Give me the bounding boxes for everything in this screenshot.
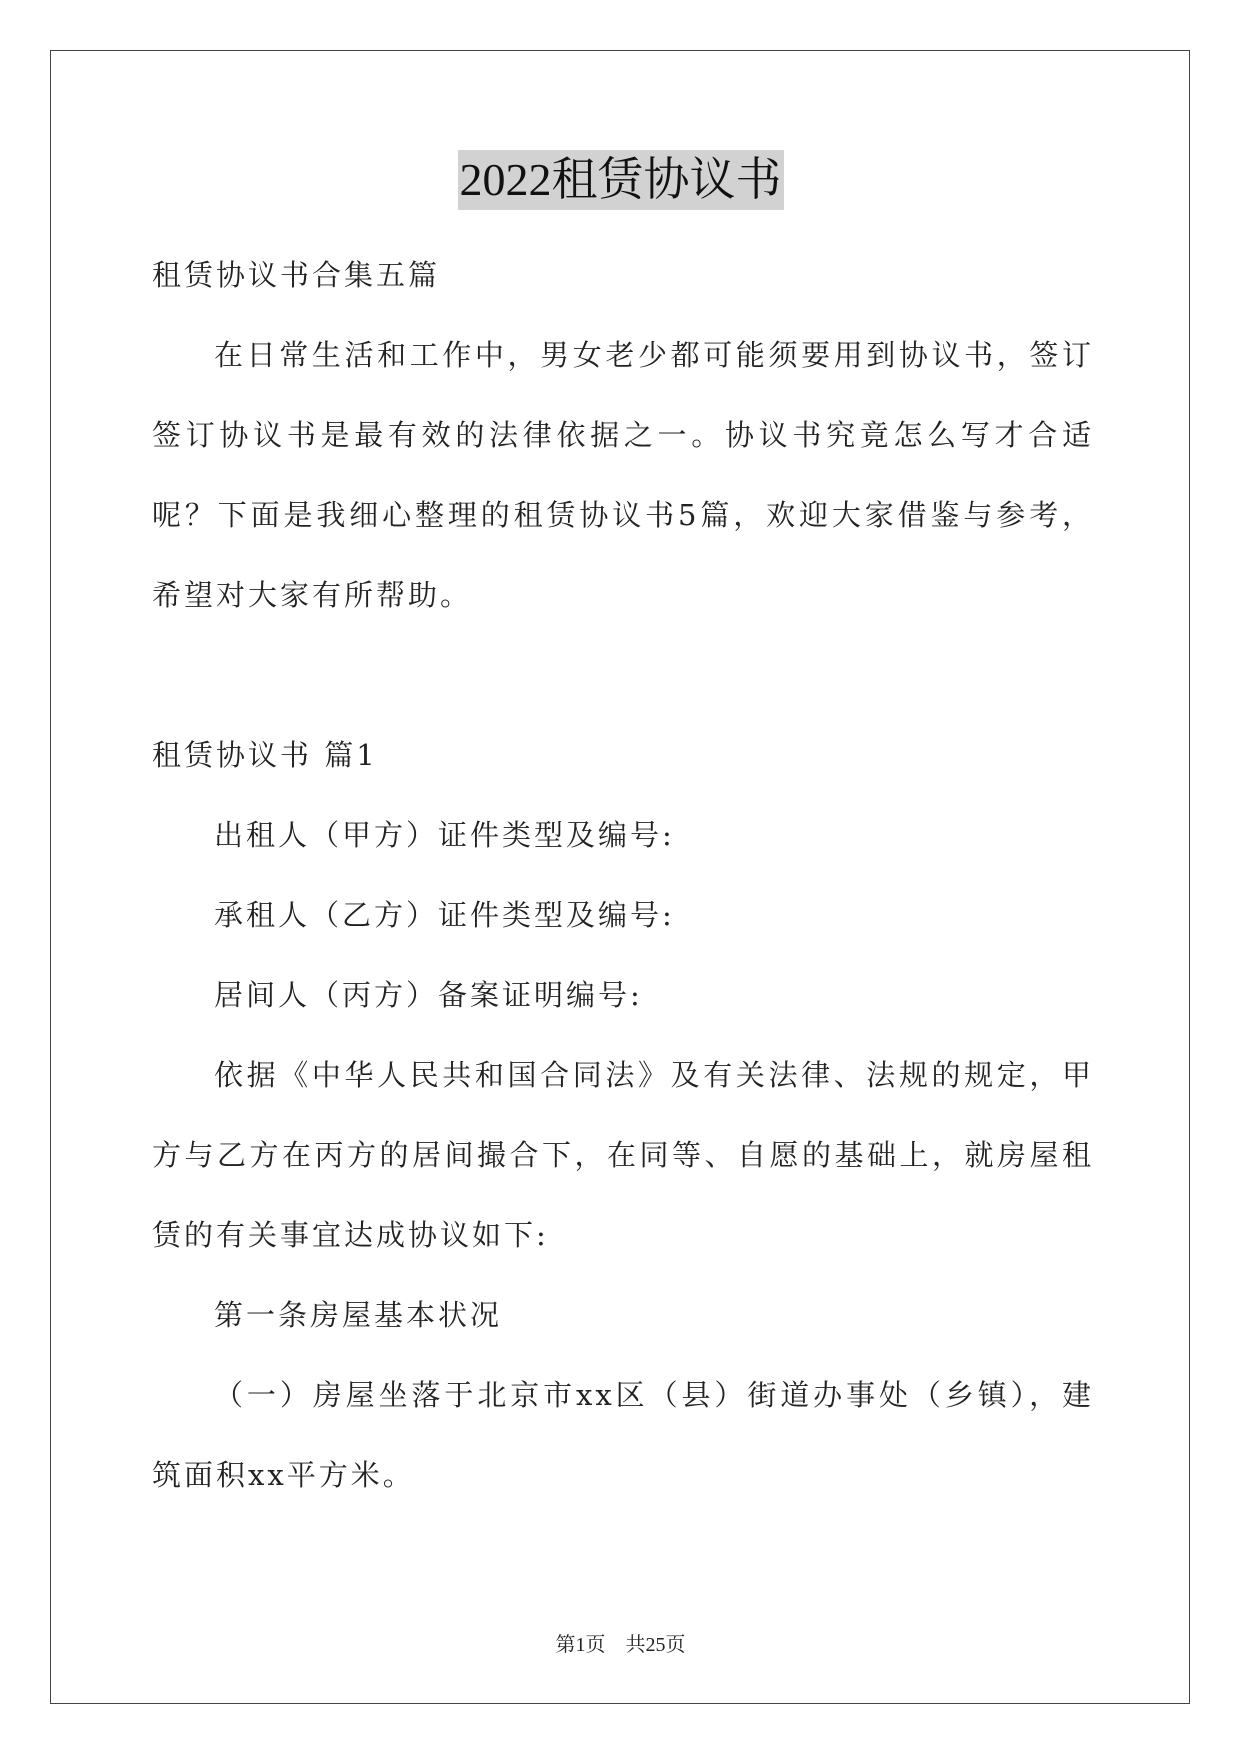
title-container — [0, 150, 1241, 210]
document-title: 2022租赁协议书 — [458, 150, 784, 210]
document-body — [152, 235, 1094, 1515]
page-number: 第1页 共25页 — [555, 1634, 686, 1656]
lessor-line: 出租人（甲方）证件类型及编号: — [214, 818, 675, 852]
intermediary-line: 居间人（丙方）备案证明编号: — [214, 978, 643, 1012]
lessee-line: 承租人（乙方）证件类型及编号: — [214, 898, 675, 932]
legal-basis-paragraph: 依据《中华人民共和国合同法》及有关法律、法规的规定，甲方与乙方在丙方的居间撮合下，在同等、自愿的基础上，就房屋租赁的有关事宜达成协议如下: — [152, 1058, 1094, 1252]
collection-heading: 租赁协议书合集五篇 — [152, 258, 441, 292]
section-heading: 租赁协议书 篇1 — [152, 738, 378, 772]
article-one-clause: （一）房屋坐落于北京市xx区（县）街道办事处（乡镇），建筑面积xx平方米。 — [152, 1378, 1094, 1492]
intro-paragraph: 在日常生活和工作中，男女老少都可能须要用到协议书，签订签订协议书是最有效的法律依据之一。协议书究竟怎么写才合适呢？下面是我细心整理的租赁协议书5篇，欢迎大家借鉴与参考，希望对大家有所帮助。 — [152, 338, 1094, 612]
section-gap — [152, 635, 1094, 715]
article-one-heading: 第一条房屋基本状况 — [214, 1298, 503, 1332]
